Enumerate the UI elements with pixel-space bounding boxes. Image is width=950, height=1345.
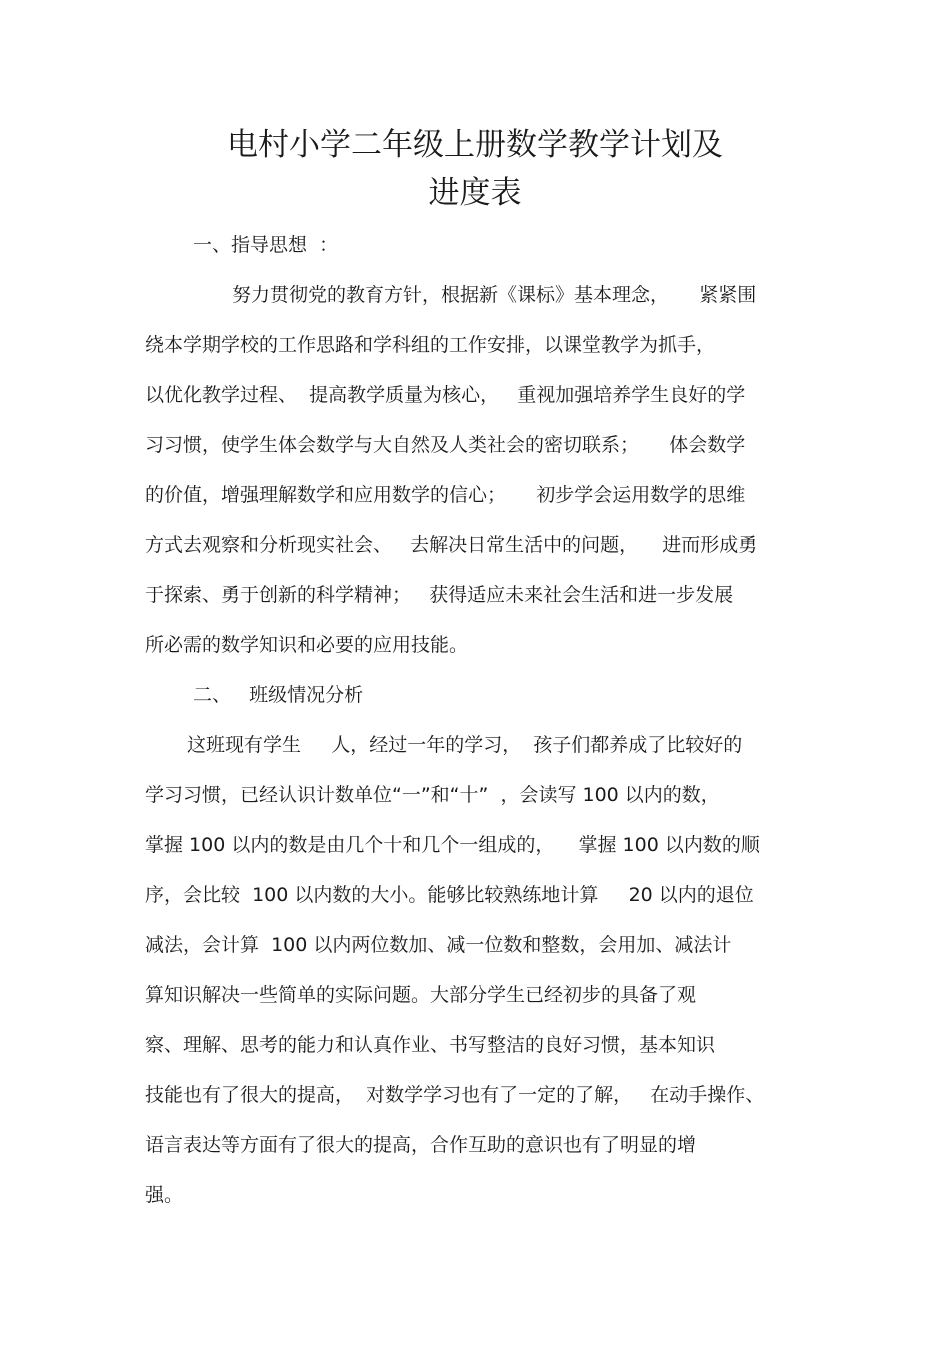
section-1-line: 所必需的数学知识和必要的应用技能。 — [145, 634, 469, 656]
section-1-line: 绕本学期学校的工作思路和学科组的工作安排，以课堂教学为抓手， — [145, 334, 716, 356]
section-1-line: 努力贯彻党的教育方针，根据新《课标》基本理念， 紧紧围 — [232, 284, 757, 306]
section-2-heading: 二、 班级情况分析 — [193, 684, 364, 706]
section-1-line: 于探索、勇于创新的科学精神； 获得适应未来社会生活和进一步发展 — [145, 584, 734, 606]
section-1-line: 方式去观察和分析现实社会、 去解决日常生活中的问题， 进而形成勇 — [145, 534, 758, 556]
document-title-line-1: 电村小学二年级上册数学教学计划及 — [227, 127, 723, 163]
section-2-line: 技能也有了很大的提高， 对数学学习也有了一定的了解， 在动手操作、 — [145, 1084, 765, 1106]
section-2-line: 这班现有学生 人，经过一年的学习， 孩子们都养成了比较好的 — [187, 734, 743, 756]
document-title-line-2: 进度表 — [428, 175, 522, 211]
section-1-heading: 一、指导思想 ： — [193, 234, 339, 256]
section-2-line: 察、理解、思考的能力和认真作业、书写整洁的良好习惯，基本知识 — [145, 1034, 716, 1056]
section-1-line: 以优化教学过程、 提高教学质量为核心， 重视加强培养学生良好的学 — [145, 384, 746, 406]
section-2-line: 学习习惯，已经认识计数单位“一”和“十” ，会读写 100 以内的数， — [145, 784, 720, 806]
section-1-line: 习习惯，使学生体会数学与大自然及人类社会的密切联系； 体会数学 — [145, 434, 746, 456]
section-1-line: 的价值，增强理解数学和应用数学的信心； 初步学会运用数学的思维 — [145, 484, 746, 506]
section-2-line: 减法，会计算 100 以内两位数加、减一位数和整数，会用加、减法计 — [145, 934, 732, 956]
section-2-line: 强。 — [145, 1184, 184, 1206]
section-2-line: 语言表达等方面有了很大的提高，合作互助的意识也有了明显的增 — [145, 1134, 697, 1156]
section-2-line: 算知识解决一些简单的实际问题。大部分学生已经初步的具备了观 — [145, 984, 697, 1006]
section-2-line: 掌握 100 以内的数是由几个十和几个一组成的， 掌握 100 以内数的顺 — [145, 834, 760, 856]
section-2-line: 序，会比较 100 以内数的大小。能够比较熟练地计算 20 以内的退位 — [145, 884, 754, 906]
